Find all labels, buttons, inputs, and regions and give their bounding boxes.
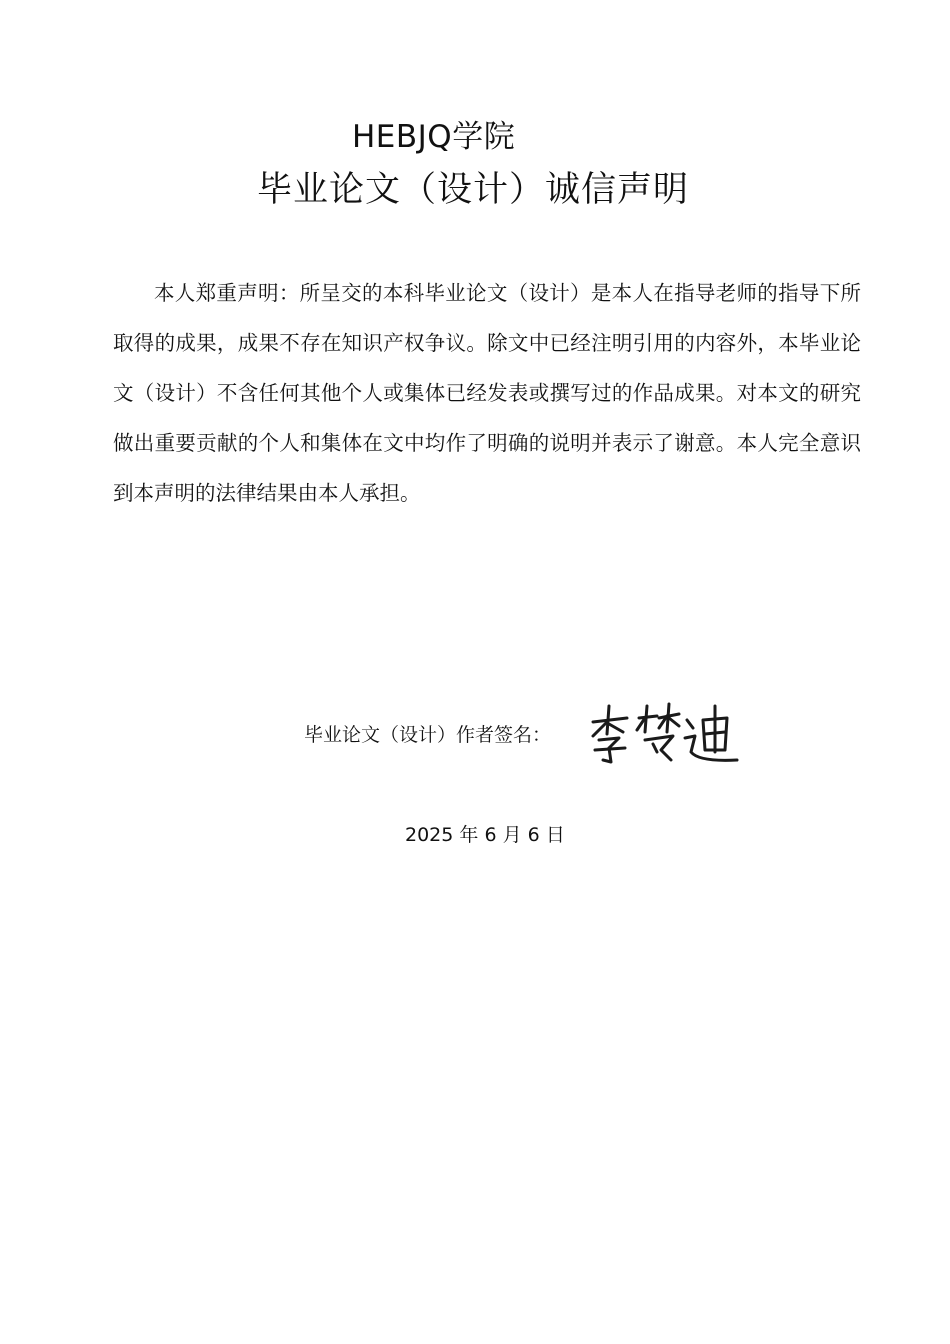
declaration-body: 本人郑重声明：所呈交的本科毕业论文（设计）是本人在指导老师的指导下所取得的成果，成果不存在知识产权争议。除文中已经注明引用的内容外，本毕业论文（设计）不含任何其他个人或集体已经发表或撰写过的作品成果。对本文的研究做出重要贡献的个人和集体在文中均作了明确的说明并表示了谢意。本人完全意识到本声明的法律结果由本人承担。 <box>113 281 861 505</box>
page-title: 毕业论文（设计）诚信声明 <box>257 170 690 210</box>
date-day-unit: 日 <box>545 824 565 846</box>
signature-row <box>304 700 764 780</box>
date-line <box>405 820 565 850</box>
date-month: 6 <box>484 824 497 846</box>
signature-label: 毕业论文（设计）作者签名： <box>304 724 552 746</box>
date-day: 6 <box>527 824 540 846</box>
date-year: 2025 <box>405 824 454 846</box>
institution-name: HEBJQ学院 <box>352 119 516 155</box>
date-year-unit: 年 <box>459 824 479 846</box>
date-month-unit: 月 <box>502 824 522 846</box>
handwritten-signature-icon <box>587 700 747 772</box>
